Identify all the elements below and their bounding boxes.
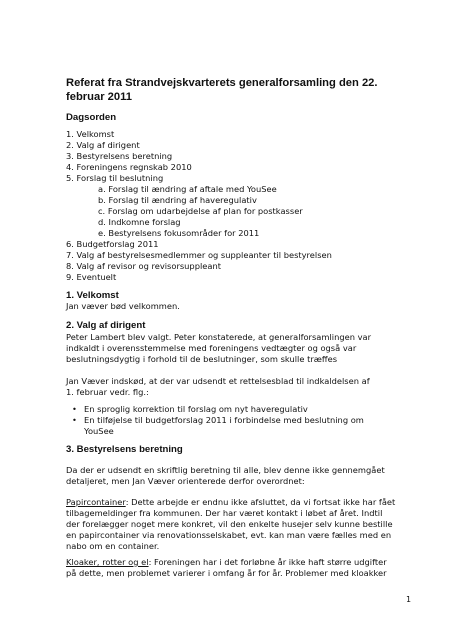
- agenda-item: 5. Forslag til beslutning: [66, 173, 164, 183]
- section-text: på dette, men problemet varierer i omfang år for år. Problemer med kloakker: [66, 568, 387, 578]
- papircontainer-label: Papircontainer: [66, 497, 126, 507]
- papircontainer-text: : Dette arbejde er endnu ikke afsluttet, da vi fortsat ikke har fået: [125, 497, 396, 507]
- agenda-item: 9. Eventuelt: [66, 272, 117, 282]
- bullet-text: En sproglig korrektion til forslag om nyt haveregulativ: [84, 404, 308, 414]
- agenda-subitem: d. Indkomne forslag: [98, 217, 181, 227]
- section-text: nabo om en container.: [66, 541, 160, 551]
- agenda-item: 7. Valg af bestyrelsesmedlemmer og suppleanter til bestyrelsen: [66, 250, 332, 260]
- agenda-item: 4. Foreningens regnskab 2010: [66, 162, 192, 172]
- section-text: der forelægger noget mere konkret, vil den enkelte husejer selv kunne bestille: [66, 519, 393, 529]
- agenda-item: 2. Valg af dirigent: [66, 140, 140, 150]
- agenda-heading: Dagsorden: [66, 112, 117, 123]
- bullet-item: [72, 415, 364, 426]
- paragraph-papircontainer: [66, 497, 395, 508]
- bullet-item: [72, 404, 308, 415]
- agenda-subitem: e. Bestyrelsens fokusområder for 2011: [98, 228, 260, 238]
- section-text: indkaldt i overensstemmelse med foreningens vedtægter og også var: [66, 343, 357, 353]
- section-text: beslutningsdygtig i forhold til de beslutninger, som skulle træffes: [66, 354, 338, 364]
- section-text: en papircontainer via renovationsselskabet, evt. kan man være fælles med en: [66, 530, 392, 540]
- section-text: Da der er udsendt en skriftlig beretning til alle, blev denne ikke gennemgået: [66, 465, 385, 475]
- bullet-text: En tilføjelse til budgetforslag 2011 i forbindelse med beslutning om: [84, 415, 364, 425]
- agenda-subitem: c. Forslag om udarbejdelse af plan for postkasser: [98, 206, 303, 216]
- agenda-item: 1. Velkomst: [66, 129, 115, 139]
- agenda-item: 6. Budgetforslag 2011: [66, 239, 159, 249]
- page-number: 1: [406, 595, 412, 604]
- section-heading-dirigent: 2. Valg af dirigent: [66, 320, 146, 331]
- section-text: Jan Væver indskød, at der var udsendt et rettelsesblad til indkaldelsen af: [66, 376, 370, 386]
- document-title: Referat fra Strandvejskvarterets generalforsamling den 22. februar 2011: [66, 77, 378, 103]
- section-heading-beretning: 3. Bestyrelsens beretning: [66, 444, 183, 455]
- bullet-icon: •: [72, 415, 77, 425]
- kloaker-text: : Foreningen har i det forløbne år ikke haft større udgifter: [148, 557, 387, 567]
- bullet-text-continuation: YouSee: [84, 426, 114, 436]
- section-heading-velkomst: 1. Velkomst: [66, 290, 119, 301]
- agenda-subitem: b. Forslag til ændring af haveregulativ: [98, 195, 257, 205]
- agenda-item: 3. Bestyrelsens beretning: [66, 151, 173, 161]
- section-text: detaljeret, men Jan Væver orienterede derfor overordnet:: [66, 476, 305, 486]
- section-text: tilbagemeldinger fra kommunen. Der har været kontakt i løbet af året. Indtil: [66, 508, 383, 518]
- section-text: Jan væver bød velkommen.: [66, 301, 180, 311]
- agenda-item: 8. Valg af revisor og revisorsuppleant: [66, 261, 221, 271]
- kloaker-label: Kloaker, rotter og el: [66, 557, 149, 567]
- section-text: Peter Lambert blev valgt. Peter konstaterede, at generalforsamlingen var: [66, 332, 372, 342]
- agenda-subitem: a. Forslag til ændring af aftale med YouSee: [98, 184, 277, 194]
- paragraph-kloaker: [66, 557, 387, 568]
- section-text: 1. februar vedr. flg.:: [66, 387, 149, 397]
- bullet-icon: •: [72, 404, 77, 414]
